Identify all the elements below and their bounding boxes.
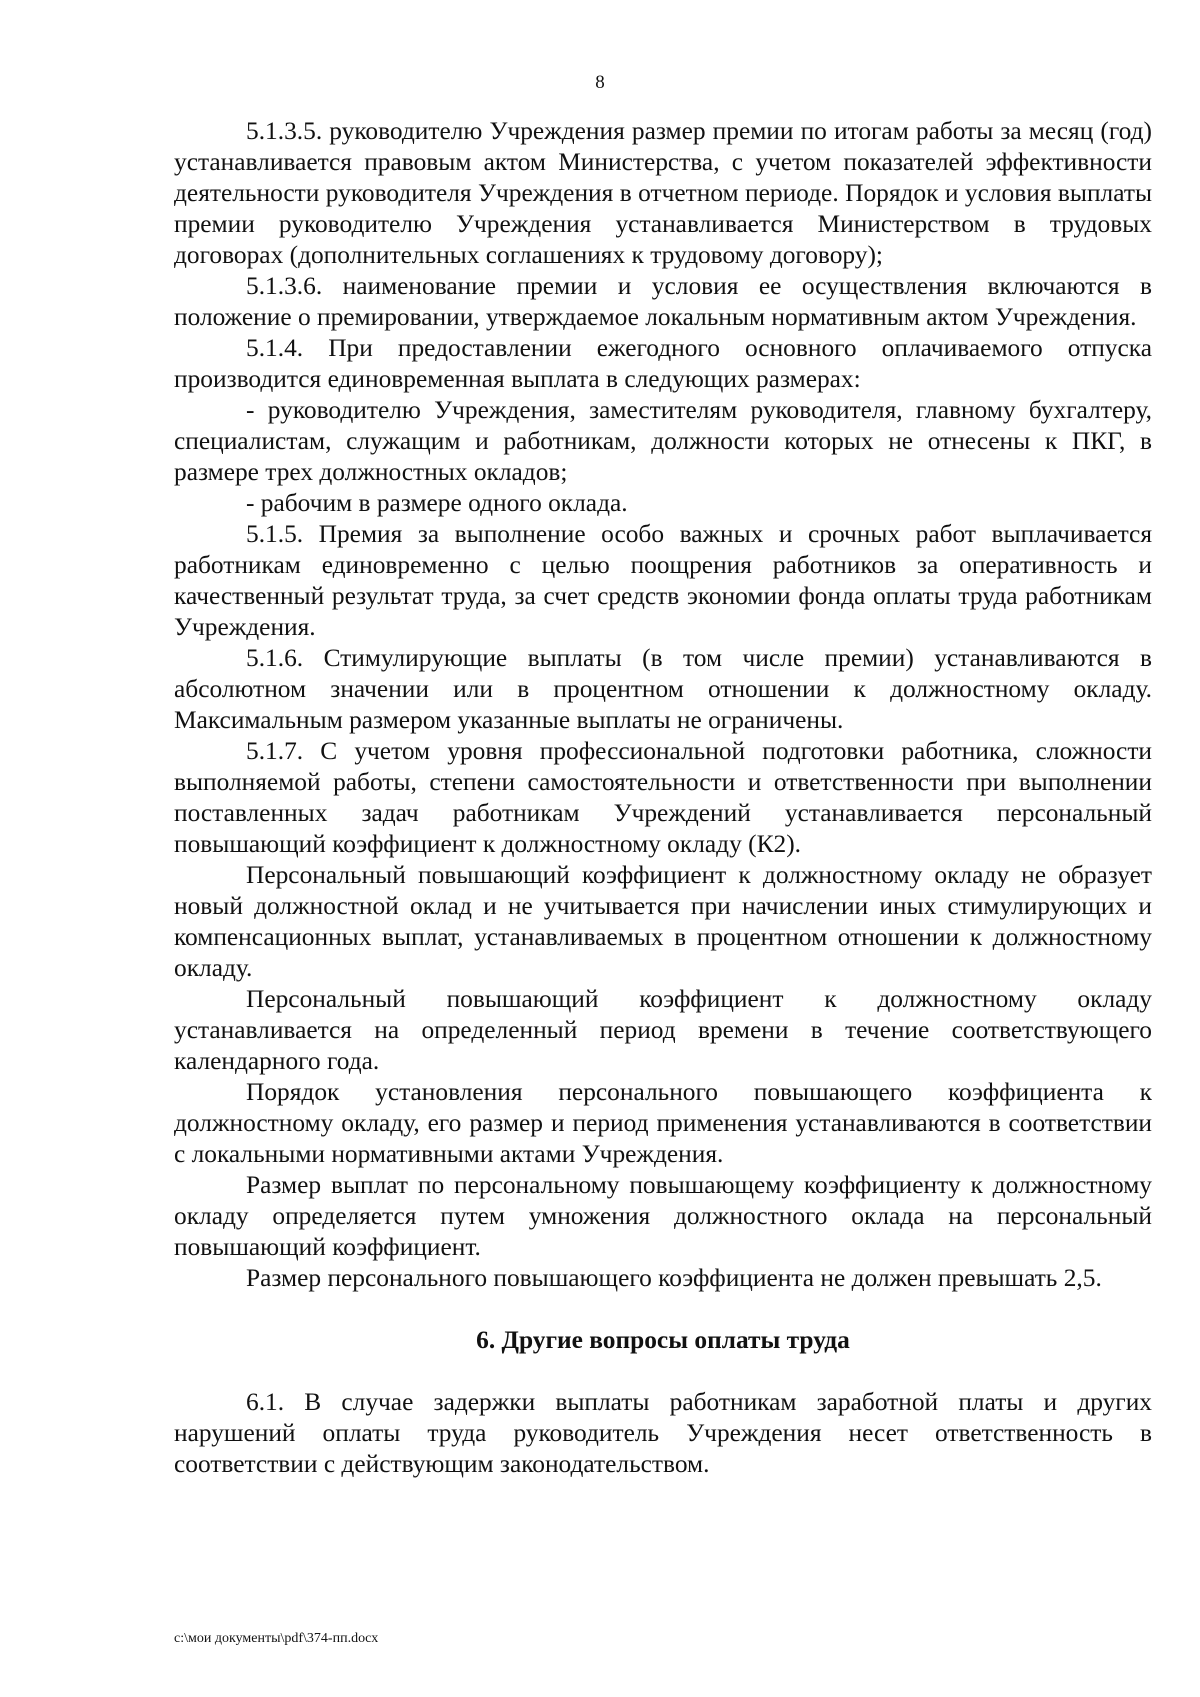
paragraph-coefficient-limit: Размер персонального повышающего коэффициента не должен превышать 2,5. bbox=[246, 1264, 1102, 1292]
page-number: 8 bbox=[595, 72, 605, 93]
paragraph-6-1: 6.1. В случае задержки выплаты работникам заработной платы и других нарушений оплаты труда руководитель Учреждения несет ответственность в соответствии с действующим законодательством. bbox=[174, 1388, 1152, 1478]
list-item-managers: - руководителю Учреждения, заместителям руководителя, главному бухгалтеру, специалистам, служащим и работникам, должности которых не отнесены к ПКГ, в размере трех должностных окладов; bbox=[174, 396, 1152, 486]
list-item-workers: - рабочим в размере одного оклада. bbox=[246, 489, 628, 517]
paragraph-5-1-4: 5.1.4. При предоставлении ежегодного основного оплачиваемого отпуска производится единовременная выплата в следующих размерах: bbox=[174, 334, 1152, 393]
document-body bbox=[174, 116, 1152, 1480]
section-heading: 6. Другие вопросы оплаты труда bbox=[476, 1326, 850, 1354]
paragraph-coefficient-not-salary: Персональный повышающий коэффициент к должностному окладу не образует новый должностной оклад и не учитывается при начислении иных стимулирующих и компенсационных выплат, устанавливаемых в процентном отношении к должностному окладу. bbox=[174, 861, 1152, 982]
footer-file-path: c:\мои документы\pdf\374-пп.docx bbox=[174, 1631, 379, 1646]
paragraph-5-1-6: 5.1.6. Стимулирующие выплаты (в том числе премии) устанавливаются в абсолютном значении или в процентном отношении к должностному окладу. Максимальным размером указанные выплаты не ограничены. bbox=[174, 644, 1152, 734]
paragraph-5-1-5: 5.1.5. Премия за выполнение особо важных и срочных работ выплачивается работникам единовременно с целью поощрения работников за оперативность и качественный результат труда, за счет средств экономии фонда оплаты труда работникам Учреждения. bbox=[174, 520, 1152, 641]
paragraph-5-1-3-5: 5.1.3.5. руководителю Учреждения размер премии по итогам работы за месяц (год) устанавливается правовым актом Министерства, с учетом показателей эффективности деятельности руководителя Учреждения в отчетном периоде. Порядок и условия выплаты премии руководителю Учреждения устанавливается Министерством в трудовых договорах (дополнительных соглашениях к трудовому договору); bbox=[174, 117, 1152, 269]
paragraph-5-1-3-6: 5.1.3.6. наименование премии и условия ее осуществления включаются в положение о премировании, утверждаемое локальным нормативным актом Учреждения. bbox=[174, 272, 1152, 331]
paragraph-coefficient-calculation: Размер выплат по персональному повышающему коэффициенту к должностному окладу определяется путем умножения должностного оклада на персональный повышающий коэффициент. bbox=[174, 1171, 1152, 1261]
paragraph-coefficient-procedure: Порядок установления персонального повышающего коэффициента к должностному окладу, его размер и период применения устанавливаются в соответствии с локальными нормативными актами Учреждения. bbox=[174, 1078, 1152, 1168]
paragraph-coefficient-period: Персональный повышающий коэффициент к должностному окладу устанавливается на определенный период времени в течение соответствующего календарного года. bbox=[174, 985, 1152, 1075]
paragraph-5-1-7: 5.1.7. С учетом уровня профессиональной подготовки работника, сложности выполняемой работы, степени самостоятельности и ответственности при выполнении поставленных задач работникам Учреждений устанавливается персональный повышающий коэффициент к должностному окладу (К2). bbox=[174, 737, 1152, 858]
